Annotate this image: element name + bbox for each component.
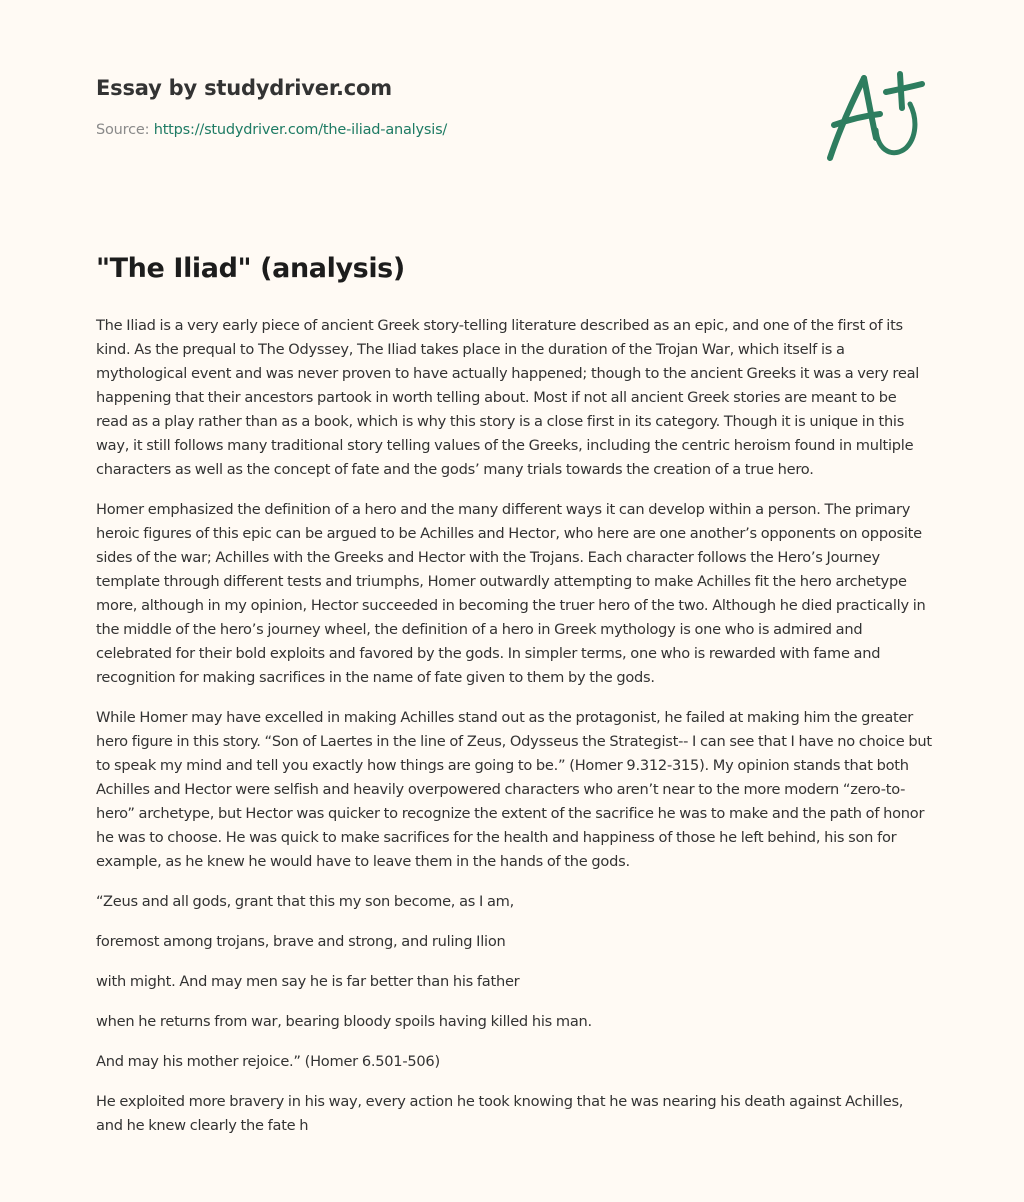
quote-line: “Zeus and all gods, grant that this my son become, as I am, <box>96 893 515 910</box>
source-label: Source: <box>96 122 154 138</box>
paragraph: Homer emphasized the definition of a hero and the many different ways it can develop within a person. The primary heroic figures of this epic can be argued to be Achilles and Hector, who here are one another’s opponents on opposite sides of the war; Achilles with the Greeks and Hector with the Trojans. Each character follows the Hero’s Journey template through different tests and triumphs, Homer outwardly attempting to make Achilles fit the hero archetype more, although in my opinion, Hector succeeded in becoming the truer hero of the two. Although he died practically in the middle of the hero’s journey wheel, the definition of a hero in Greek mythology is one who is admired and celebrated for their bold exploits and favored by the gods. In simpler terms, one who is rewarded with fame and recognition for making sacrifices in the name of fate given to them by the gods. <box>96 501 926 686</box>
site-title: Essay by studydriver.com <box>96 76 392 100</box>
essay-body <box>96 314 932 1154</box>
source-link[interactable]: https://studydriver.com/the-iliad-analysis/ <box>153 122 448 138</box>
quote-line: when he returns from war, bearing bloody spoils having killed his man. <box>96 1013 592 1030</box>
essay-title: "The Iliad" (analysis) <box>96 253 405 284</box>
quote-line: And may his mother rejoice.” (Homer 6.501-506) <box>96 1053 440 1070</box>
source-line <box>96 122 796 138</box>
paragraph: The Iliad is a very early piece of ancient Greek story-telling literature described as an epic, and one of the first of its kind. As the prequal to The Odyssey, The Iliad takes place in the duration of the Trojan War, which itself is a mythological event and was never proven to have actually happened; though to the ancient Greeks it was a very real happening that their ancestors partook in worth telling about. Most if not all ancient Greek stories are meant to be read as a play rather than as a book, which is why this story is a close first in its category. Though it is unique in this way, it still follows many traditional story telling values of the Greeks, including the centric heroism found in multiple characters as well as the concept of fate and the gods’ many trials towards the creation of a true hero. <box>96 317 920 478</box>
a-plus-grade-icon <box>822 68 928 164</box>
quote-line: foremost among trojans, brave and strong, and ruling Ilion <box>96 933 506 950</box>
paragraph: He exploited more bravery in his way, every action he took knowing that he was nearing his death against Achilles, and he knew clearly the fate h <box>96 1093 904 1134</box>
essay-header <box>96 76 796 138</box>
paragraph: While Homer may have excelled in making Achilles stand out as the protagonist, he failed at making him the greater hero figure in this story. “Son of Laertes in the line of Zeus, Odysseus the Strategist-- I can see that I have no choice but to speak my mind and tell you exactly how things are going to be.” (Homer 9.312-315). My opinion stands that both Achilles and Hector were selfish and heavily overpowered characters who aren’t near to the more modern “zero-to-hero” archetype, but Hector was quicker to recognize the extent of the sacrifice he was to make and the path of honor he was to choose. He was quick to make sacrifices for the health and happiness of those he left behind, his son for example, as he knew he would have to leave them in the hands of the gods. <box>96 709 932 870</box>
quote-line: with might. And may men say he is far better than his father <box>96 973 520 990</box>
